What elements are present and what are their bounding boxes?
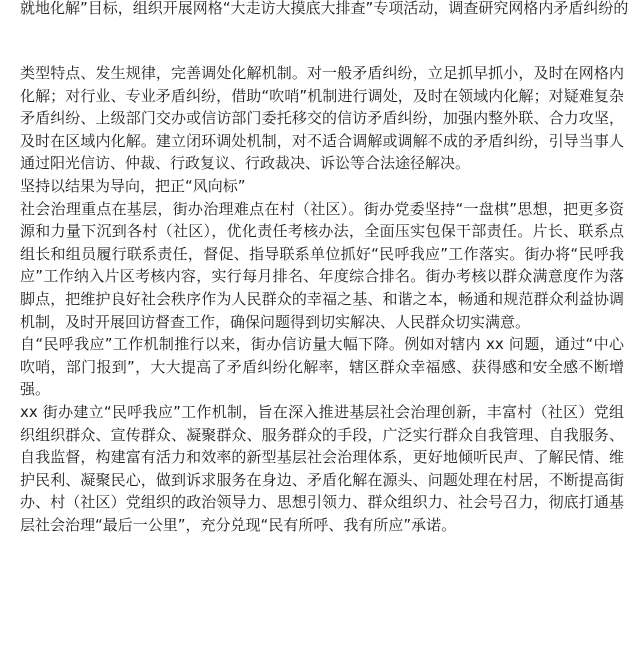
paragraph-petition-results: 自“民呼我应”工作机制推行以来，街办信访量大幅下降。例如对辖内 xx 问题，通过“中心吹哨，部门报到”，大大提高了矛盾纠纷化解率，辖区群众幸福感、获得感和安全感不断增强。 (20, 335, 624, 399)
paragraph-community-governance: 社会治理重点在基层，街办治理难点在村（社区）。街办党委坚持“一盘棋”思想，把更多资源和力量下沉到各村（社区），优化责任考核办法，全面压实包保干部责任。片长、联系点组长和组员履行联系责任，督促、指导联系单位抓好“民呼我应”工作落实。街办将“民呼我应”工作纳入片区考核内容，实行每月排名、年度综合排名。街办考核以群众满意度作为落脚点，把维护良好社会秩序作为人民群众的幸福之基、和谐之本，畅通和规范群众利益协调机制，及时开展回访督查工作，确保问题得到切实解决、人民群众切实满意。 (20, 199, 624, 331)
document-body (20, 62, 624, 536)
paragraph-mediation-mechanism: 类型特点、发生规律，完善调处化解机制。对一般矛盾纠纷，立足抓早抓小，及时在网格内化解；对行业、专业矛盾纠纷，借助“吹哨”机制进行调处，及时在领域内化解；对疑难复杂矛盾纠纷、上级部门交办或信访部门委托移交的信访矛盾纠纷，加强内整外联、合力攻坚，及时在区域内化解。建立闭环调处机制，对不适合调解或调解不成的矛盾纠纷，引导当事人通过阳光信访、仲裁、行政复议、行政裁决、诉讼等合法途径解决。 (20, 64, 624, 173)
top-text-fragment: 就地化解”目标，组织开展网格“大走访大摸底大排查”专项活动，调查研究网格内矛盾纠纷的 (20, 0, 629, 17)
section-heading-results-oriented: 坚持以结果为导向，把正“风向标” (20, 176, 246, 195)
paragraph-mechanism-summary: xx 街办建立“民呼我应”工作机制，旨在深入推进基层社会治理创新，丰富村（社区）党组织组织群众、宣传群众、凝聚群众、服务群众的手段，广泛实行群众自我管理、自我服务、自我监督，构建富有活力和效率的新型基层社会治理体系，更好地倾听民声、了解民情、维护民利、凝聚民心，做到诉求服务在身边、矛盾化解在源头、问题处理在村居，不断提高街办、村（社区）党组织的政治领导力、思想引领力、群众组织力、社会号召力，彻底打通基层社会治理“最后一公里”，充分兑现“民有所呼、我有所应”承诺。 (20, 402, 624, 534)
